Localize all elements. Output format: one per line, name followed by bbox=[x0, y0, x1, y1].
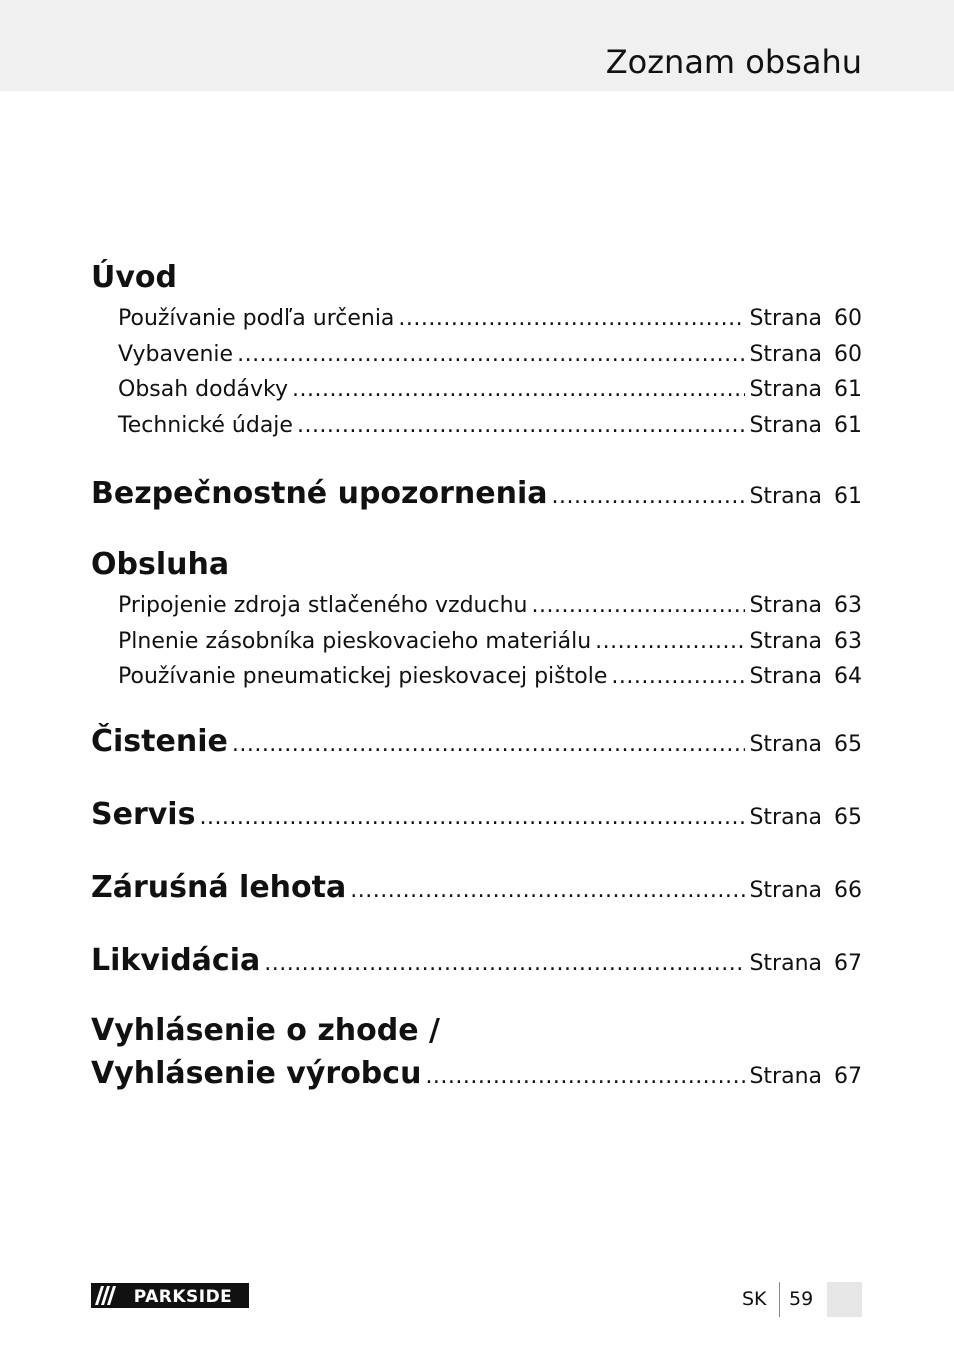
dot-leader bbox=[237, 337, 745, 373]
toc-section-bezpecnost bbox=[91, 471, 862, 520]
dot-leader bbox=[611, 659, 745, 695]
toc-entry[interactable] bbox=[91, 337, 862, 373]
page-word: Strana bbox=[749, 804, 822, 830]
page-number: 67 bbox=[834, 1063, 862, 1089]
page-word: Strana bbox=[749, 593, 822, 618]
page-word: Strana bbox=[749, 412, 822, 438]
footer-divider bbox=[779, 1282, 780, 1317]
page-ref bbox=[749, 372, 862, 408]
page-ref bbox=[749, 659, 862, 695]
logo-text: PARKSIDE bbox=[133, 1287, 233, 1307]
page-number: 59 bbox=[789, 1288, 814, 1310]
page-word: Strana bbox=[749, 341, 822, 367]
page-ref bbox=[749, 795, 862, 841]
dot-leader bbox=[350, 868, 745, 914]
page-ref bbox=[749, 301, 862, 337]
dot-leader bbox=[425, 1054, 745, 1100]
toc-entry[interactable] bbox=[91, 588, 862, 624]
page-ref bbox=[749, 722, 862, 768]
entry-label: Používanie pneumatickej pieskovacej pištole bbox=[118, 664, 608, 689]
toc-section-uvod bbox=[91, 255, 862, 443]
page-word: Strana bbox=[749, 377, 822, 402]
page-number: 64 bbox=[834, 664, 862, 689]
toc-section-obsluha bbox=[91, 542, 862, 695]
entry-label: Technické údaje bbox=[118, 412, 293, 438]
page-number: 63 bbox=[834, 593, 862, 618]
toc-entry[interactable] bbox=[91, 865, 862, 914]
toc-entry[interactable] bbox=[91, 659, 862, 695]
page-ref bbox=[749, 408, 862, 444]
page-number: 66 bbox=[834, 877, 862, 903]
page-number: 67 bbox=[834, 950, 862, 976]
section-title-uvod: Úvod bbox=[91, 260, 178, 295]
toc-entry[interactable] bbox=[91, 938, 862, 987]
page-ref bbox=[749, 1054, 862, 1100]
page-word: Strana bbox=[749, 306, 822, 331]
entry-label: Vybavenie bbox=[118, 341, 234, 367]
section-title-vyhlasenie-line1: Vyhlásenie o zhode / bbox=[91, 1012, 440, 1048]
page-ref bbox=[749, 588, 862, 624]
page-ref bbox=[749, 941, 862, 987]
toc-section-likvidacia bbox=[91, 938, 862, 987]
page-ref bbox=[749, 474, 862, 520]
dot-leader bbox=[232, 722, 746, 768]
page-ref bbox=[749, 337, 862, 373]
page-ref bbox=[749, 624, 862, 660]
entry-label: Pripojenie zdroja stlačeného vzduchu bbox=[118, 593, 528, 618]
page-number: 60 bbox=[834, 341, 862, 367]
section-title-bezpecnost: Bezpečnostné upozornenia bbox=[91, 476, 548, 511]
page-number: 60 bbox=[834, 306, 862, 331]
section-title-likvidacia: Likvidácia bbox=[91, 942, 261, 978]
toc-entry[interactable] bbox=[91, 301, 862, 337]
entry-label: Používanie podľa určenia bbox=[118, 306, 395, 331]
page-number: 61 bbox=[834, 377, 862, 402]
footer-tab bbox=[827, 1282, 862, 1317]
toc-entry[interactable] bbox=[91, 719, 862, 768]
section-title-obsluha: Obsluha bbox=[91, 547, 230, 582]
toc-section-cistenie bbox=[91, 719, 862, 768]
page-title: Zoznam obsahu bbox=[605, 43, 862, 81]
toc-section-servis bbox=[91, 792, 862, 841]
toc-entry[interactable] bbox=[91, 1051, 862, 1100]
dot-leader bbox=[398, 301, 745, 337]
toc-entry[interactable] bbox=[91, 792, 862, 841]
page-word: Strana bbox=[749, 628, 822, 654]
section-title-vyhlasenie-line2: Vyhlásenie výrobcu bbox=[91, 1055, 422, 1091]
page-ref bbox=[749, 868, 862, 914]
page-word: Strana bbox=[749, 484, 822, 509]
language-code: SK bbox=[742, 1288, 767, 1310]
parkside-logo bbox=[91, 1283, 249, 1308]
page-number: 65 bbox=[834, 731, 862, 757]
page-number: 61 bbox=[834, 412, 862, 438]
dot-leader bbox=[552, 474, 746, 520]
page-word: Strana bbox=[749, 877, 822, 903]
section-title-servis: Servis bbox=[91, 796, 196, 832]
page-number: 63 bbox=[834, 628, 862, 654]
entry-label: Obsah dodávky bbox=[118, 377, 289, 402]
dot-leader bbox=[292, 372, 745, 408]
page-word: Strana bbox=[749, 731, 822, 757]
dot-leader bbox=[199, 795, 745, 841]
table-of-contents bbox=[91, 255, 862, 1100]
toc-section-zaruka bbox=[91, 865, 862, 914]
dot-leader bbox=[297, 408, 746, 444]
entry-label: Plnenie zásobníka pieskovacieho materiálu bbox=[118, 628, 592, 654]
page-number: 65 bbox=[834, 804, 862, 830]
section-title-cistenie: Čistenie bbox=[91, 723, 228, 759]
dot-leader bbox=[264, 941, 745, 987]
toc-entry[interactable] bbox=[91, 624, 862, 660]
dot-leader bbox=[531, 588, 745, 624]
toc-entry[interactable] bbox=[91, 408, 862, 444]
section-title-zaruka: Záruśná lehota bbox=[91, 869, 347, 905]
toc-entry[interactable] bbox=[91, 471, 862, 520]
page-word: Strana bbox=[749, 950, 822, 976]
page-word: Strana bbox=[749, 1063, 822, 1089]
toc-section-vyhlasenie bbox=[91, 1011, 862, 1100]
page-word: Strana bbox=[749, 664, 822, 689]
page-number: 61 bbox=[834, 484, 862, 509]
toc-entry[interactable] bbox=[91, 372, 862, 408]
dot-leader bbox=[595, 624, 745, 660]
